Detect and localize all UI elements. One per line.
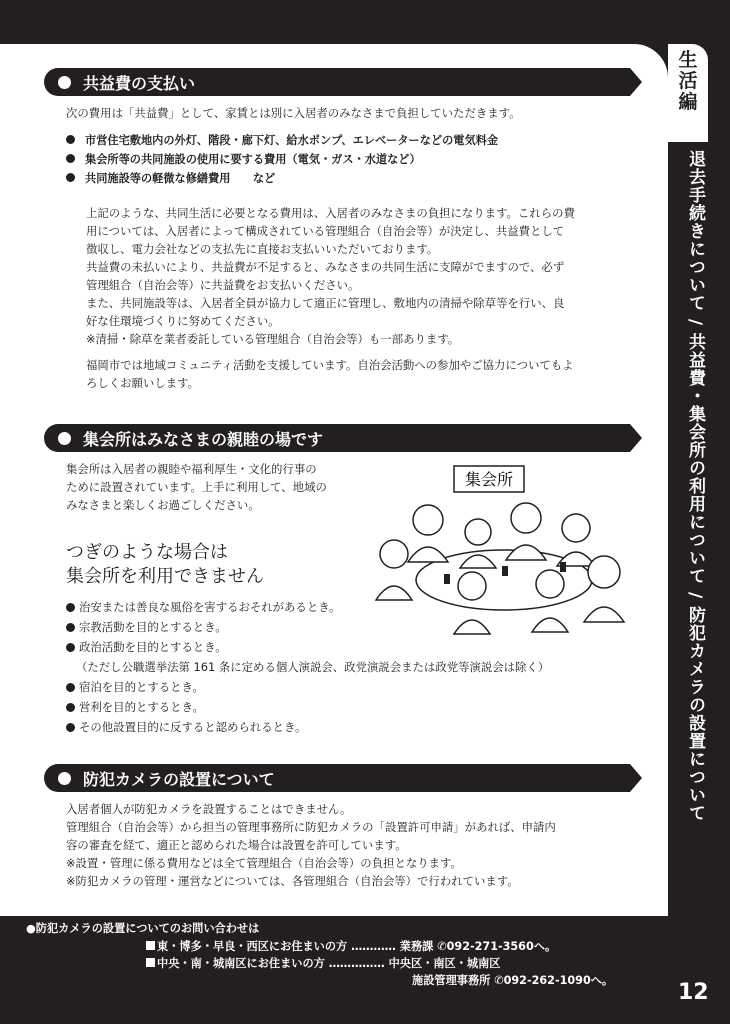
- section1-paragraph: 上記のような、共同生活に必要となる費用は、入居者のみなさまの負担になります。これらの費 用については、入居者によって構成されている管理組合（自治会等）が決定し、共益費として 徴収し、電力会社などの支払先に直接お支払いいただいております。 共益費の未払いにより、共益費が不足すると、みなさまの共同生活に支障がでますので、必ず 管理組合（自治会等）に共益費をお支払いください。 また、共同施設等は、入居者全員が協力して適正に管理し、敷地内の清掃や除草等を行い、良 好な住環境づくりに努めてください。 ※清掃・除草を業者委託している管理組合（自治会等）も一部あります。: [86, 206, 575, 346]
- list-item: 政治活動を目的とするとき。: [66, 637, 549, 657]
- bullet-icon: [66, 703, 75, 712]
- list-item-note: （ただし公職選挙法第 161 条に定める個人演説会、政党演説会または政党等演説会は除く）: [76, 660, 550, 674]
- conditions-list: [66, 597, 549, 737]
- bullet-icon: [66, 154, 75, 163]
- chapter-tab-char: 生: [678, 49, 698, 71]
- bullet-icon: [66, 643, 75, 652]
- contact-row: 中央・南・城南区にお住まいの方 …………… 中央区・南区・城南区: [146, 955, 500, 971]
- section-heading-text: 防犯カメラの設置について: [83, 769, 275, 789]
- section-heading-camera: [44, 764, 630, 792]
- phone-number: 092-262-1090へ。: [503, 974, 614, 987]
- contact-row: 東・博多・早良・西区にお住まいの方 ………… 業務課 ✆092-271-3560へ。: [146, 938, 556, 954]
- section-heading-shukaijo: [44, 424, 630, 452]
- cost-items-list: [66, 130, 498, 187]
- bullet-icon: [66, 135, 75, 144]
- section3-text: 入居者個人が防犯カメラを設置することはできません。 管理組合（自治会等）から担当の管理事務所に防犯カメラの「設置許可申請」があれば、申請内 容の審査を経て、適正と認められた場合は設置を許可しています。 ※設置・管理に係る費用などは全て管理組合（自治会等）の負担となります。 ※防犯カメラの管理・運営などについては、各管理組合（自治会等）で行われています。: [66, 802, 556, 888]
- phone-icon: ✆: [494, 974, 504, 987]
- list-item: 市営住宅敷地内の外灯、階段・廊下灯、給水ポンプ、エレベーターなどの電気料金: [66, 130, 498, 149]
- chapter-tab-char: 編: [678, 91, 698, 113]
- bullet-icon: [66, 723, 75, 732]
- contact-row: 施設管理事務所 ✆092-262-1090へ。: [412, 974, 614, 987]
- sign-text: 集会所: [464, 470, 514, 489]
- list-item: 共同施設等の軽微な修繕費用 など: [66, 168, 498, 187]
- list-item: 宿泊を目的とするとき。: [66, 677, 549, 697]
- list-item: 治安または善良な風俗を害するおそれがあるとき。: [66, 597, 549, 617]
- list-item: 営利を目的とするとき。: [66, 697, 549, 717]
- list-item: 宗教活動を目的とするとき。: [66, 617, 549, 637]
- contact-title: ●防犯カメラの設置についてのお問い合わせは: [26, 922, 260, 935]
- square-bullet-icon: [146, 958, 155, 967]
- square-bullet-icon: [146, 941, 155, 950]
- bullet-dot-icon: [58, 76, 71, 89]
- side-vertical-title: 退去手続きについて / 共益費・集会所の利用について / 防犯カメラの設置について: [685, 150, 705, 823]
- phone-number: 092-271-3560へ。: [446, 940, 557, 953]
- bullet-dot-icon: [58, 432, 71, 445]
- chapter-tab-char: 活: [678, 70, 698, 92]
- section2-intro: 集会所は入居者の親睦や福利厚生・文化的行事の ために設置されています。上手に利用して、地域の みなさまと楽しくお過ごしください。: [66, 462, 327, 512]
- bullet-icon: [66, 623, 75, 632]
- bullet-icon: [66, 603, 75, 612]
- community-note: 福岡市では地域コミュニティ活動を支援しています。自治会活動への参加やご協力についてもよ ろしくお願いします。: [86, 358, 574, 390]
- section-heading-text: 共益費の支払い: [83, 73, 196, 93]
- section-heading-kyoekihi: [44, 68, 630, 96]
- list-item: 集会所等の共同施設の使用に要する費用（電気・ガス・水道など）: [66, 149, 498, 168]
- chapter-tab: [668, 44, 708, 142]
- bullet-icon: [66, 173, 75, 182]
- phone-icon: ✆: [437, 940, 447, 953]
- cannot-use-heading: つぎのような場合は 集会所を利用できません: [66, 542, 264, 587]
- section-heading-text: 集会所はみなさまの親睦の場です: [83, 429, 324, 449]
- page-number: 12: [678, 980, 709, 1005]
- list-item: その他設置目的に反すると認められるとき。: [66, 717, 549, 737]
- bullet-dot-icon: [58, 772, 71, 785]
- bullet-icon: [66, 683, 75, 692]
- section1-intro: 次の費用は「共益費」として、家賃とは別に入居者のみなさまで負担していただきます。: [66, 106, 521, 120]
